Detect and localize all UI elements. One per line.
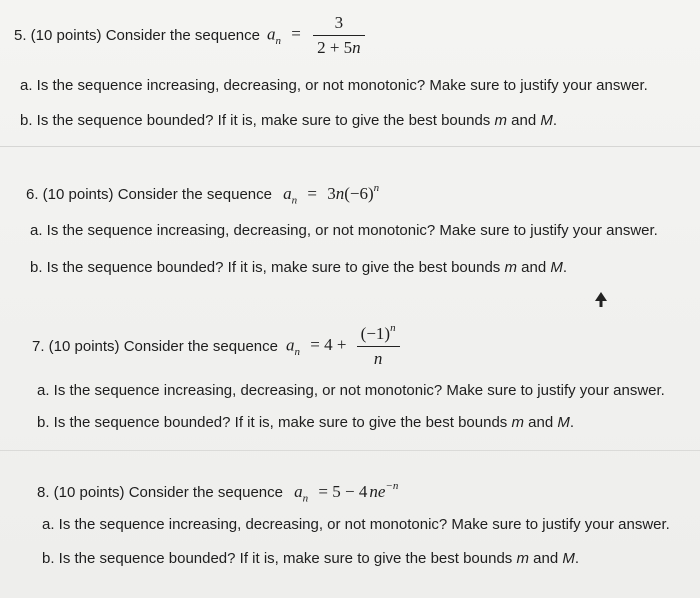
q5-prompt [14,12,367,58]
q6-formula: $a_n = 3n(-6)^n$ [283,182,380,207]
q5-fraction: $\frac{3}{2 + 5n}$ [313,13,365,58]
q5-part-b: b. Is the sequence bounded? If it is, make sure to give the best bounds m and M. [20,112,558,129]
q7-lead: 7. (10 points) Consider the sequence [32,337,278,355]
q8-prompt [37,482,398,504]
q7-fraction: $\frac{(-1)^n}{n}$ [357,324,400,369]
q8-formula: $a_n = 5 - 4$ $ne^{-n}$ [294,480,399,505]
q6-part-a: a. Is the sequence increasing, decreasing, or not monotonic? Make sure to justify your answer. [30,222,658,239]
divider [0,146,700,147]
q8-part-b: b. Is the sequence bounded? If it is, make sure to give the best bounds m and M. [42,550,580,567]
q5-formula: $a_n$ = $\frac{3}{2 + 5n}$ [267,13,367,58]
q7-formula: $a_n = 4$ + $\frac{(-1)^n}{n}$ [286,324,402,369]
q5-lead: 5. (10 points) Consider the sequence [14,26,260,44]
q5-part-a: a. Is the sequence increasing, decreasing, or not monotonic? Make sure to justify your answer. [20,77,648,94]
q7-prompt [32,320,402,372]
q8-part-a: a. Is the sequence increasing, decreasing, or not monotonic? Make sure to justify your answer. [42,516,670,533]
cursor-icon [594,292,608,308]
q6-part-b: b. Is the sequence bounded? If it is, make sure to give the best bounds m and M. [30,259,568,276]
q6-prompt [26,184,379,206]
q7-part-a: a. Is the sequence increasing, decreasing, or not monotonic? Make sure to justify your answer. [37,382,665,399]
q7-part-b: b. Is the sequence bounded? If it is, make sure to give the best bounds m and M. [37,414,575,431]
q6-lead: 6. (10 points) Consider the sequence [26,186,272,203]
divider [0,450,700,451]
q8-lead: 8. (10 points) Consider the sequence [37,484,283,501]
